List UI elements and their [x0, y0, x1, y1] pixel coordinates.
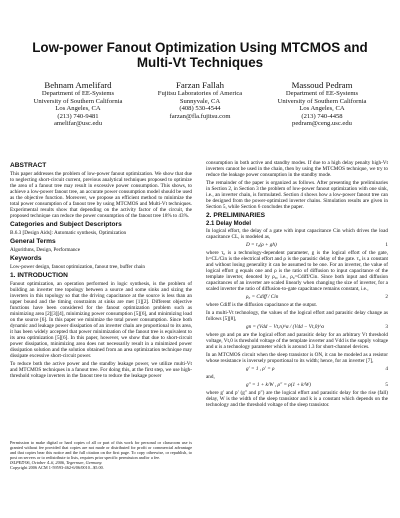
keywords-text: Low-power design, fanout optimization, fanout tree, buffer chain: [10, 264, 146, 270]
categories-text: B.6.3 [Design Aids]: Automatic synthesis, Optimization: [10, 230, 127, 236]
author-org: Sunnyvale, CA: [179, 97, 221, 105]
equation-number: 5: [385, 382, 388, 388]
delay-paragraph-3: where Cdiff is the diffusion capacitance at the output.: [206, 302, 318, 308]
conference-line: ISLPED'06, October 4–6, 2006, Tegernsee, Germany.: [10, 460, 103, 466]
equation-1: D = τ₀(ρ + gh) 1: [246, 242, 388, 248]
equation-number: 3: [385, 324, 388, 330]
equation-2: ρ₀ = Cdiff / Cin 2: [246, 294, 388, 300]
footnote: [10, 440, 192, 471]
permission-text: Permission to make digital or hard copies of all or part of this work for personal or classroom use is granted without fee provided that copies are not made or distributed for profit or commercial advantage and that copies bear this notice and the full citation on the first page. To copy otherwise, or republish, to post on servers or to redistribute to lists, requires prior specific permission and/or a fee.: [10, 440, 192, 461]
author-email[interactable]: pedram@ceng.usc.edu: [292, 120, 352, 128]
equation-4: g′ = 1 , ρ′ = ρ 4: [246, 366, 388, 372]
delay-paragraph-2: where τ₀ is a technology-dependent parameter, g is the logical effort of the gate, h=CL/Cin is the electrical effort and ρ is the parasitic delay of the gate. τ₀ is a constant and without losing generality it can be assumed to be one. For an inverter, the value of logical effort g equals one and ρ is the ratio of diffusion to input capacitance of the template inverter, denoted by ρ₀, i.e., ρ₀=Cdiff/Cin. Since both input and diffusion capacitances of an inverter are scaled linearly when changing the size of inverter, for a scaled inverter the ratio of diffusion-to-gate capacitance remains constant, i.e.,: [206, 250, 388, 292]
author-dept: Fujitsu Laboratories of America: [157, 90, 243, 97]
author-name: Behnam Amelifard: [44, 80, 112, 90]
preliminaries-heading: 2. PRELIMINARIES: [206, 212, 265, 219]
equation-5: g″ = 1 + k/W , ρ″ = ρ(1 + k/W) 5: [246, 382, 388, 388]
keywords-heading: Keywords: [10, 255, 42, 262]
author-email[interactable]: farzan@fla.fujitsu.com: [169, 112, 231, 120]
and-text: and,: [206, 374, 215, 380]
author-org: University of Southern California: [277, 97, 367, 105]
copyright-line: Copyright 2006 ACM 1-59593-462-6/06/0010...$5.00.: [10, 465, 104, 471]
intro-heading: 1. INTRODUCTION: [10, 272, 68, 279]
abstract-text: This paper addresses the problem of low-power fanout optimization. We show that due to neglecting short-circuit current, previous analytical techniques proposed to optimize the area of a fanout tree may result in excessive power consumption. This shows, to achieve a low-power fanout tree, an accurate power consumption model should be used as the objective function. Moreover, we propose an efficient method to minimize the total power consumption of a fanout tree by using MTCMOS and Multi-Vt techniques. Experimental results show that depending on the activity factor of the circuit, the proposed technique can reduce the power consumption of the fanout tree 18% to 43%.: [10, 171, 192, 219]
author-city: (408) 530-4544: [179, 105, 221, 113]
author-dept: Department of EE-Systems: [41, 90, 115, 97]
author-email[interactable]: amelifar@usc.edu: [54, 120, 102, 128]
abstract-heading: ABSTRACT: [10, 162, 47, 169]
intro-paragraph-3: consumption in both active and standby modes. If due to a high delay penalty high-Vt inverters cannot be used in the chain, then by using the MTCMOS technique, we try to reduce the leakage power consumption in the standby mode.: [206, 160, 388, 178]
author-phone: (213) 740-9481: [57, 112, 99, 120]
author-org: University of Southern California: [33, 97, 123, 105]
delay-paragraph-6: In an MTCMOS circuit when the sleep transistor is ON, it can be modeled as a resistor whose resistance is inversely proportional to its width; hence, for an inverter [7],: [206, 352, 388, 364]
author-dept: Department of EE-Systems: [285, 90, 359, 97]
author-city: Los Angeles, CA: [55, 105, 101, 113]
author-1: [18, 80, 138, 128]
paper-title: Low-power Fanout Optimization Using MTCMOS and Multi-Vt Techniques: [32, 40, 368, 70]
equation-number: 2: [385, 294, 388, 300]
terms-heading: General Terms: [10, 238, 56, 245]
author-name: Farzan Fallah: [175, 80, 225, 90]
delay-paragraph-7: where g′ and p′ (g″ and p″) are the logical effort and parasitic delay for the rise (fall) delay, W is the width of the sleep transistor and k is a constant which depends on the technology and the threshold voltage of the sleep transistor.: [206, 390, 388, 408]
author-3: [262, 80, 382, 128]
equation-number: 4: [385, 366, 388, 372]
intro-paragraph-1: Fanout optimization, an operation performed in logic synthesis, is the problem of building an inverter tree topology between a source and some sinks and sizing the inverters in this topology so that the driving capacitance at the source is less than an upper bound and the timing constraints at sinks are met [1][2]. Different objective functions have been considered for the fanout optimization problem such as minimizing area [2][3][4], minimizing power consumption [5][6], and minimizing load on the source [6]. In this paper we minimize the total power consumption. Since both dynamic and leakage power dissipation of an inverter chain are proportional to its area, it has been widely accepted that power minimization of the fanout tree is equivalent to its area optimization [5][6]. In this paper, however, we show that due to short-circuit power dissipation, minimizing area does not necessarily result in a minimized power dissipation solution and the solution obtained from an area optimization technique may dissipate excessive short-circuit power.: [10, 281, 192, 359]
delay-paragraph-5: where gn and pn are the logical effort and parasitic delay for an arbitrary Vt threshold voltage, Vt,0 is threshold voltage of the template inverter and Vdd is the supply voltage and α is a technology parameter which is around 1.3 for short-channel devices.: [206, 332, 388, 350]
author-phone: (213) 740-4458: [301, 112, 343, 120]
intro-paragraph-2: To reduce both the active power and the standby leakage power, we utilize multi-Vt and MTCMOS techniques in a fanout tree. For doing this, at the first step, we use high-threshold voltage inverters in the fanout tree to reduce the leakage power: [10, 361, 192, 379]
delay-paragraph-1: In logical effort, the delay of a gate with input capacitance Cin which drives the load capacitance CL, is modeled as,: [206, 228, 388, 240]
author-city: Los Angeles, CA: [299, 105, 345, 113]
right-column: [206, 160, 388, 410]
author-2: [140, 80, 260, 128]
author-block: [18, 80, 382, 128]
author-name: Massoud Pedram: [291, 80, 353, 90]
terms-text: Algorithms, Design, Performance: [10, 247, 81, 253]
equation-3: gn = (Vdd − Vt,n)^α / (Vdd − Vt,0)^α 3: [246, 324, 388, 330]
intro-paragraph-4: The remainder of the paper is organized as follows. After presenting the preliminaries in Section 2, in Section 3 the problem of low-power fanout optimization with one sink, i.e., an inverter chain, is formulated. Section 4 shows how a low-power fanout tree can be designed from the power-optimized inverter chains. Simulation results are given in Section 5, while Section 6 concludes the paper.: [206, 180, 388, 210]
left-column: [10, 160, 192, 381]
delay-paragraph-4: In a multi-Vt technology, the values of the logical effort and parasitic delay change as follows [5][8],: [206, 310, 388, 322]
categories-heading: Categories and Subject Descriptors: [10, 221, 122, 228]
equation-number: 1: [385, 242, 388, 248]
delay-model-heading: 2.1 Delay Model: [206, 221, 252, 227]
